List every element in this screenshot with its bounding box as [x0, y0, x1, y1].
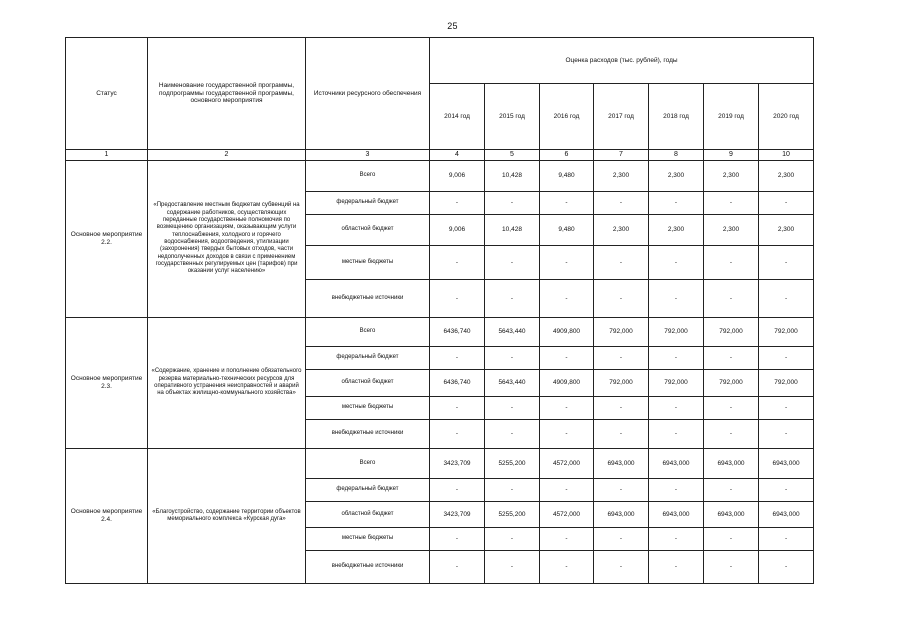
amount-cell: -	[485, 479, 540, 502]
amount-cell: -	[430, 551, 485, 584]
amount-cell: 6943,000	[704, 502, 759, 528]
amount-cell: -	[430, 280, 485, 318]
header-year: 2019 год	[704, 84, 759, 150]
funding-source: внебюджетные источники	[306, 551, 430, 584]
amount-cell: -	[649, 246, 704, 280]
amount-cell: 2,300	[649, 161, 704, 192]
amount-cell: -	[540, 347, 594, 370]
amount-cell: -	[649, 280, 704, 318]
amount-cell: -	[594, 347, 649, 370]
amount-cell: -	[594, 397, 649, 420]
amount-cell: 5643,440	[485, 370, 540, 397]
amount-cell: -	[540, 420, 594, 449]
amount-cell: -	[540, 528, 594, 551]
amount-cell: 6943,000	[704, 449, 759, 479]
amount-cell: 4572,000	[540, 449, 594, 479]
column-number: 2	[148, 150, 306, 161]
amount-cell: -	[594, 420, 649, 449]
expenditure-table	[65, 37, 814, 584]
column-number: 1	[66, 150, 148, 161]
amount-cell: -	[649, 551, 704, 584]
funding-source: Всего	[306, 318, 430, 347]
column-number: 4	[430, 150, 485, 161]
amount-cell: -	[759, 347, 814, 370]
amount-cell: 792,000	[649, 370, 704, 397]
amount-cell: -	[759, 551, 814, 584]
amount-cell: -	[485, 551, 540, 584]
amount-cell: -	[704, 479, 759, 502]
amount-cell: 6943,000	[759, 449, 814, 479]
amount-cell: -	[649, 528, 704, 551]
amount-cell: -	[485, 192, 540, 215]
amount-cell: -	[594, 280, 649, 318]
amount-cell: -	[759, 528, 814, 551]
column-number: 8	[649, 150, 704, 161]
funding-source: областной бюджет	[306, 370, 430, 397]
table-row	[66, 449, 814, 479]
funding-source: федеральный бюджет	[306, 347, 430, 370]
amount-cell: -	[704, 420, 759, 449]
amount-cell: 5643,440	[485, 318, 540, 347]
amount-cell: -	[430, 479, 485, 502]
measure-status: Основное мероприятие 2.2.	[66, 161, 148, 318]
amount-cell: 792,000	[649, 318, 704, 347]
amount-cell: -	[540, 246, 594, 280]
funding-source: федеральный бюджет	[306, 479, 430, 502]
header-year: 2017 год	[594, 84, 649, 150]
funding-source: местные бюджеты	[306, 246, 430, 280]
amount-cell: 792,000	[704, 370, 759, 397]
column-number: 10	[759, 150, 814, 161]
amount-cell: 792,000	[594, 318, 649, 347]
amount-cell: -	[485, 528, 540, 551]
table-row	[66, 161, 814, 192]
header-year: 2014 год	[430, 84, 485, 150]
amount-cell: -	[649, 347, 704, 370]
amount-cell: -	[704, 347, 759, 370]
amount-cell: 2,300	[594, 161, 649, 192]
amount-cell: -	[430, 420, 485, 449]
amount-cell: 2,300	[704, 215, 759, 246]
amount-cell: -	[430, 192, 485, 215]
measure-name: «Благоустройство, содержание территории объектов мемориального комплекса «Курская дуга»	[148, 449, 306, 584]
funding-source: Всего	[306, 161, 430, 192]
amount-cell: -	[594, 528, 649, 551]
amount-cell: -	[594, 479, 649, 502]
amount-cell: -	[649, 192, 704, 215]
header-funding-sources: Источники ресурсного обеспечения	[306, 38, 430, 150]
column-number: 3	[306, 150, 430, 161]
amount-cell: -	[759, 397, 814, 420]
amount-cell: -	[540, 397, 594, 420]
funding-source: областной бюджет	[306, 502, 430, 528]
amount-cell: 4572,000	[540, 502, 594, 528]
amount-cell: -	[759, 246, 814, 280]
amount-cell: -	[540, 551, 594, 584]
amount-cell: -	[540, 479, 594, 502]
funding-source: федеральный бюджет	[306, 192, 430, 215]
amount-cell: 9,006	[430, 161, 485, 192]
amount-cell: 9,006	[430, 215, 485, 246]
amount-cell: -	[759, 280, 814, 318]
amount-cell: -	[759, 479, 814, 502]
amount-cell: 10,428	[485, 161, 540, 192]
amount-cell: 3423,709	[430, 449, 485, 479]
funding-source: внебюджетные источники	[306, 420, 430, 449]
funding-source: внебюджетные источники	[306, 280, 430, 318]
amount-cell: -	[704, 246, 759, 280]
amount-cell: 792,000	[704, 318, 759, 347]
header-year: 2016 год	[540, 84, 594, 150]
amount-cell: 2,300	[704, 161, 759, 192]
amount-cell: -	[704, 192, 759, 215]
header-year: 2020 год	[759, 84, 814, 150]
funding-source: местные бюджеты	[306, 528, 430, 551]
measure-status: Основное мероприятие 2.3.	[66, 318, 148, 449]
amount-cell: -	[759, 420, 814, 449]
amount-cell: 6943,000	[649, 502, 704, 528]
amount-cell: -	[704, 551, 759, 584]
amount-cell: -	[649, 420, 704, 449]
amount-cell: 4909,800	[540, 318, 594, 347]
funding-source: местные бюджеты	[306, 397, 430, 420]
header-year: 2015 год	[485, 84, 540, 150]
table-row	[66, 318, 814, 347]
header-year: 2018 год	[649, 84, 704, 150]
amount-cell: -	[704, 397, 759, 420]
amount-cell: -	[485, 246, 540, 280]
amount-cell: 9,480	[540, 161, 594, 192]
amount-cell: 6943,000	[649, 449, 704, 479]
amount-cell: 792,000	[759, 370, 814, 397]
amount-cell: -	[430, 397, 485, 420]
column-number: 6	[540, 150, 594, 161]
header-expenditure-estimate: Оценка расходов (тыс. рублей), годы	[430, 38, 814, 84]
amount-cell: 3423,709	[430, 502, 485, 528]
column-number: 7	[594, 150, 649, 161]
amount-cell: 6436,740	[430, 318, 485, 347]
amount-cell: -	[704, 528, 759, 551]
measure-name: «Предоставление местным бюджетам субвенций на содержание работников, осуществляющих переданные государственные полномочия по возмещению организациям, оказывающим услуги теплоснабжения, холодного и горячего водоснабжения, водоотведения, утилизации (захоронения) твердых бытовых отходов, части недополученных доходов в связи с применением государственных регулируемых цен (тарифов) при оказании услуг населению»	[148, 161, 306, 318]
funding-source: областной бюджет	[306, 215, 430, 246]
header-status: Статус	[66, 38, 148, 150]
amount-cell: -	[485, 420, 540, 449]
amount-cell: 6943,000	[594, 449, 649, 479]
measure-name: «Содержание, хранение и пополнение обязательного резерва материально-технических ресурсов для оперативного устранения неисправностей и аварий на объектах жилищно-коммунального хозяйства»	[148, 318, 306, 449]
amount-cell: 10,428	[485, 215, 540, 246]
amount-cell: 792,000	[759, 318, 814, 347]
funding-source: Всего	[306, 449, 430, 479]
amount-cell: 792,000	[594, 370, 649, 397]
amount-cell: 6436,740	[430, 370, 485, 397]
amount-cell: 2,300	[759, 161, 814, 192]
header-program-name: Наименование государственной программы, подпрограммы государственной программы, основного мероприятия	[148, 38, 306, 150]
amount-cell: -	[485, 280, 540, 318]
amount-cell: -	[704, 280, 759, 318]
amount-cell: 2,300	[649, 215, 704, 246]
amount-cell: -	[540, 192, 594, 215]
amount-cell: -	[430, 246, 485, 280]
amount-cell: -	[485, 397, 540, 420]
amount-cell: -	[594, 192, 649, 215]
amount-cell: 9,480	[540, 215, 594, 246]
amount-cell: -	[594, 551, 649, 584]
amount-cell: 4909,800	[540, 370, 594, 397]
measure-status: Основное мероприятие 2.4.	[66, 449, 148, 584]
amount-cell: -	[649, 397, 704, 420]
amount-cell: 6943,000	[759, 502, 814, 528]
amount-cell: -	[759, 192, 814, 215]
amount-cell: -	[540, 280, 594, 318]
amount-cell: -	[430, 347, 485, 370]
amount-cell: -	[594, 246, 649, 280]
amount-cell: -	[649, 479, 704, 502]
amount-cell: 2,300	[594, 215, 649, 246]
column-number: 9	[704, 150, 759, 161]
amount-cell: -	[485, 347, 540, 370]
amount-cell: 5255,200	[485, 502, 540, 528]
amount-cell: -	[430, 528, 485, 551]
amount-cell: 6943,000	[594, 502, 649, 528]
amount-cell: 5255,200	[485, 449, 540, 479]
amount-cell: 2,300	[759, 215, 814, 246]
page-number: 25	[447, 21, 458, 31]
column-number: 5	[485, 150, 540, 161]
